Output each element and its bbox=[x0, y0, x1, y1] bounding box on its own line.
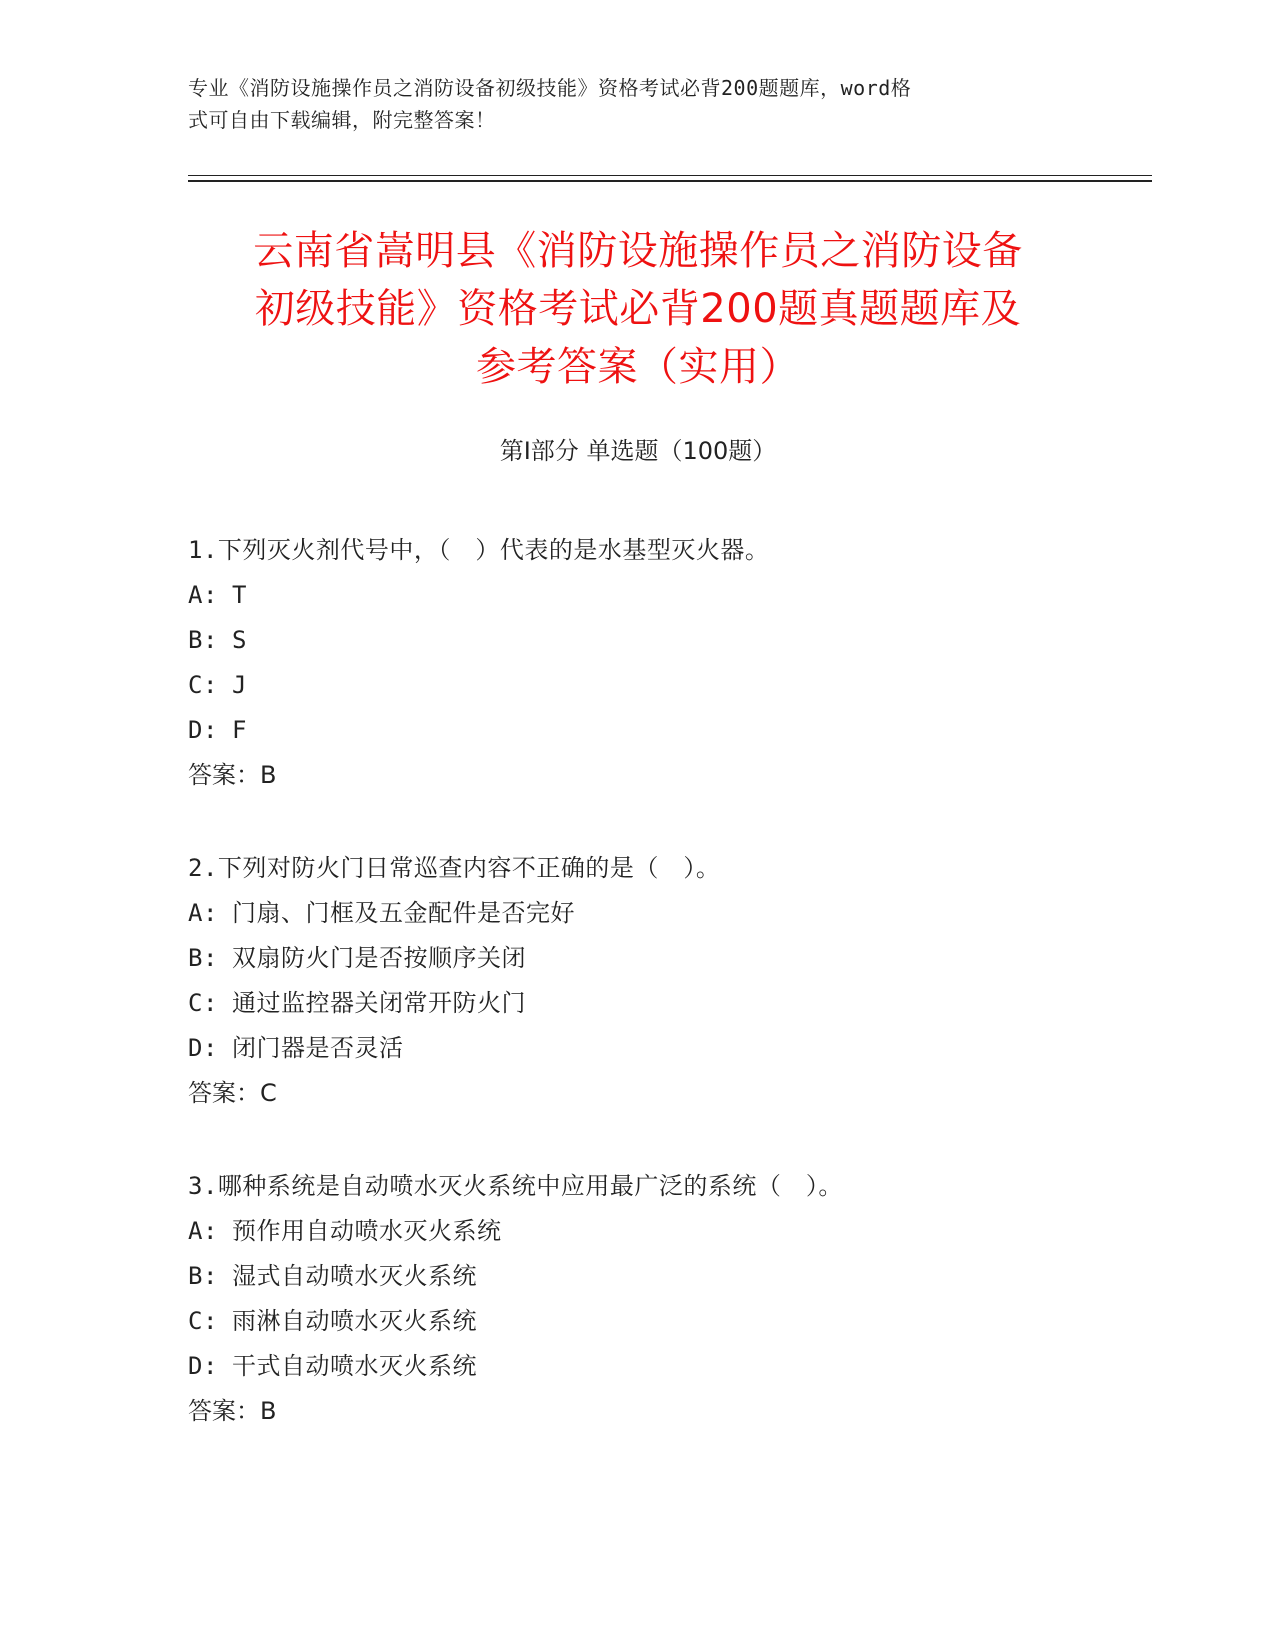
document-title-line-2: 初级技能》资格考试必背200题真题题库及 bbox=[254, 286, 1022, 332]
question-item bbox=[188, 1164, 1108, 1434]
question-stem: 1.下列灭火剂代号中，（ ）代表的是水基型灭火器。 bbox=[188, 536, 770, 564]
option-key: A: bbox=[188, 1217, 218, 1245]
option-key: C: bbox=[188, 989, 218, 1017]
option-a bbox=[188, 1209, 1108, 1254]
document-title bbox=[188, 222, 1088, 396]
option-key: D: bbox=[188, 716, 218, 744]
question-stem: 3.哪种系统是自动喷水灭火系统中应用最广泛的系统（ ）。 bbox=[188, 1172, 843, 1200]
header-note bbox=[188, 72, 1068, 136]
option-text: 门扇、门框及五金配件是否完好 bbox=[232, 899, 575, 927]
option-c bbox=[188, 1299, 1108, 1344]
option-text: 雨淋自动喷水灭火系统 bbox=[232, 1307, 477, 1335]
option-text: 预作用自动喷水灭火系统 bbox=[232, 1217, 502, 1245]
option-a bbox=[188, 573, 1108, 618]
answer-value: C bbox=[260, 1079, 277, 1107]
question-item bbox=[188, 528, 1108, 798]
option-key: D: bbox=[188, 1034, 218, 1062]
question-list bbox=[188, 528, 1108, 1482]
option-text: 通过监控器关闭常开防火门 bbox=[232, 989, 526, 1017]
answer-label: 答案： bbox=[188, 1397, 260, 1425]
answer-line bbox=[188, 1071, 1108, 1116]
option-text: S bbox=[232, 626, 247, 654]
option-b bbox=[188, 1254, 1108, 1299]
option-d bbox=[188, 708, 1108, 753]
option-text: 干式自动喷水灭火系统 bbox=[232, 1352, 477, 1380]
answer-line bbox=[188, 753, 1108, 798]
option-text: F bbox=[232, 716, 247, 744]
option-c bbox=[188, 663, 1108, 708]
option-key: B: bbox=[188, 1262, 218, 1290]
option-text: 闭门器是否灵活 bbox=[232, 1034, 404, 1062]
option-b bbox=[188, 618, 1108, 663]
option-key: A: bbox=[188, 899, 218, 927]
answer-label: 答案： bbox=[188, 1079, 260, 1107]
option-text: T bbox=[232, 581, 247, 609]
option-key: A: bbox=[188, 581, 218, 609]
answer-line bbox=[188, 1389, 1108, 1434]
option-key: D: bbox=[188, 1352, 218, 1380]
header-divider-thin bbox=[188, 175, 1152, 176]
option-key: C: bbox=[188, 1307, 218, 1335]
option-c bbox=[188, 981, 1108, 1026]
option-b bbox=[188, 936, 1108, 981]
question-stem: 2.下列对防火门日常巡查内容不正确的是（ ）。 bbox=[188, 854, 721, 882]
header-note-line-1: 专业《消防设施操作员之消防设备初级技能》资格考试必背200题题库，word格 bbox=[188, 76, 912, 100]
option-d bbox=[188, 1026, 1108, 1071]
option-text: 湿式自动喷水灭火系统 bbox=[232, 1262, 477, 1290]
option-key: C: bbox=[188, 671, 218, 699]
option-key: B: bbox=[188, 944, 218, 972]
header-divider-thick bbox=[188, 180, 1152, 182]
document-title-line-3: 参考答案（实用） bbox=[476, 344, 800, 390]
option-text: J bbox=[232, 671, 247, 699]
option-key: B: bbox=[188, 626, 218, 654]
option-text: 双扇防火门是否按顺序关闭 bbox=[232, 944, 526, 972]
question-item bbox=[188, 846, 1108, 1116]
header-note-line-2: 式可自由下载编辑，附完整答案！ bbox=[188, 108, 496, 132]
answer-value: B bbox=[260, 761, 277, 789]
section-heading: 第Ⅰ部分 单选题（100题） bbox=[499, 437, 777, 465]
option-d bbox=[188, 1344, 1108, 1389]
option-a bbox=[188, 891, 1108, 936]
answer-value: B bbox=[260, 1397, 277, 1425]
answer-label: 答案： bbox=[188, 761, 260, 789]
document-title-line-1: 云南省嵩明县《消防设施操作员之消防设备 bbox=[253, 228, 1023, 274]
